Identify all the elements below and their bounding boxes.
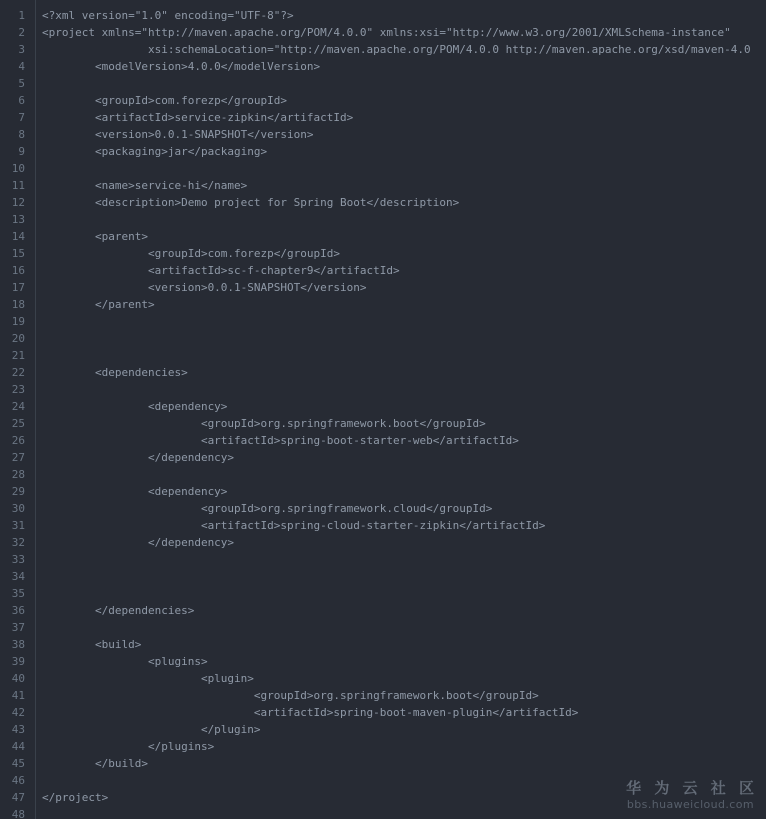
line-number: 5 (18, 77, 25, 90)
code-line[interactable] (0, 534, 766, 551)
code-line[interactable] (0, 483, 766, 500)
code-line[interactable] (0, 687, 766, 704)
code-line[interactable] (0, 58, 766, 75)
code-line[interactable] (0, 92, 766, 109)
code-text (30, 160, 766, 177)
line-number: 1 (18, 9, 25, 22)
code-line[interactable] (0, 398, 766, 415)
code-line[interactable] (0, 636, 766, 653)
code-text: <groupId>com.forezp</groupId> (42, 94, 288, 107)
code-text: <packaging>jar</packaging> (42, 145, 268, 158)
line-number: 34 (11, 570, 25, 583)
code-line[interactable] (0, 415, 766, 432)
code-line[interactable] (0, 347, 766, 364)
line-number: 22 (11, 366, 25, 379)
code-line[interactable] (0, 41, 766, 58)
code-line[interactable] (0, 738, 766, 755)
line-number: 24 (11, 400, 25, 413)
code-text: xsi:schemaLocation="http://maven.apache.org/POM/4.0.0 http://maven.apache.org/xsd/maven-4.0 (42, 43, 751, 56)
code-text: </dependency> (42, 451, 235, 464)
watermark (626, 779, 758, 812)
code-text (30, 381, 766, 398)
line-number: 14 (11, 230, 25, 243)
code-line[interactable] (0, 364, 766, 381)
line-number: 29 (11, 485, 25, 498)
code-line[interactable] (0, 313, 766, 330)
code-line[interactable] (0, 653, 766, 670)
code-line[interactable] (0, 160, 766, 177)
code-text (30, 551, 766, 568)
code-line[interactable] (0, 670, 766, 687)
code-line[interactable] (0, 551, 766, 568)
watermark-url: bbs.huaweicloud.com (626, 798, 754, 811)
line-number: 12 (11, 196, 25, 209)
line-number: 18 (11, 298, 25, 311)
code-text: </plugin> (42, 723, 261, 736)
code-text: <groupId>com.forezp</groupId> (42, 247, 341, 260)
line-number: 21 (11, 349, 25, 362)
line-number: 45 (11, 757, 25, 770)
code-text: <build> (42, 638, 142, 651)
code-line[interactable] (0, 381, 766, 398)
line-number: 39 (11, 655, 25, 668)
code-text (30, 211, 766, 228)
line-number: 23 (11, 383, 25, 396)
line-number: 37 (11, 621, 25, 634)
line-number: 13 (11, 213, 25, 226)
line-number: 28 (11, 468, 25, 481)
line-number: 2 (18, 26, 25, 39)
line-number: 32 (11, 536, 25, 549)
code-text: <artifactId>sc-f-chapter9</artifactId> (42, 264, 400, 277)
code-text: <groupId>org.springframework.boot</groupId> (42, 689, 539, 702)
code-line[interactable] (0, 585, 766, 602)
watermark-title: 华 为 云 社 区 (626, 779, 758, 797)
code-lines (0, 7, 766, 819)
code-text: <artifactId>service-zipkin</artifactId> (42, 111, 354, 124)
line-number: 43 (11, 723, 25, 736)
code-text: </plugins> (42, 740, 215, 753)
code-line[interactable] (0, 262, 766, 279)
line-number: 16 (11, 264, 25, 277)
line-number: 38 (11, 638, 25, 651)
code-line[interactable] (0, 245, 766, 262)
line-number: 47 (11, 791, 25, 804)
code-text: <modelVersion>4.0.0</modelVersion> (42, 60, 321, 73)
code-text: <name>service-hi</name> (42, 179, 248, 192)
code-text: <dependency> (42, 485, 228, 498)
code-line[interactable] (0, 568, 766, 585)
code-text: <plugin> (42, 672, 254, 685)
code-text: <?xml version="1.0" encoding="UTF-8"?> (42, 9, 294, 22)
code-text: <dependency> (42, 400, 228, 413)
code-line[interactable] (0, 755, 766, 772)
line-number: 35 (11, 587, 25, 600)
code-line[interactable] (0, 449, 766, 466)
code-line[interactable] (0, 228, 766, 245)
code-line[interactable] (0, 721, 766, 738)
code-text (30, 75, 766, 92)
line-number: 9 (18, 145, 25, 158)
line-number: 15 (11, 247, 25, 260)
code-line[interactable] (0, 109, 766, 126)
code-text (30, 330, 766, 347)
code-line[interactable] (0, 466, 766, 483)
code-text: <version>0.0.1-SNAPSHOT</version> (42, 281, 367, 294)
code-text: <artifactId>spring-boot-maven-plugin</artifactId> (42, 706, 579, 719)
code-text: <groupId>org.springframework.cloud</groupId> (42, 502, 493, 515)
code-line[interactable] (0, 126, 766, 143)
code-text (30, 347, 766, 364)
line-number: 20 (11, 332, 25, 345)
code-line[interactable] (0, 75, 766, 92)
line-number: 11 (11, 179, 25, 192)
code-text: </build> (42, 757, 148, 770)
line-number: 48 (11, 808, 25, 819)
line-number: 7 (18, 111, 25, 124)
line-number: 27 (11, 451, 25, 464)
code-text: <artifactId>spring-boot-starter-web</artifactId> (42, 434, 519, 447)
code-line[interactable] (0, 296, 766, 313)
code-text (30, 313, 766, 330)
code-text: </dependency> (42, 536, 235, 549)
code-line[interactable] (0, 143, 766, 160)
code-line[interactable] (0, 7, 766, 24)
code-line[interactable] (0, 619, 766, 636)
line-number: 33 (11, 553, 25, 566)
code-text: </parent> (42, 298, 155, 311)
code-line[interactable] (0, 211, 766, 228)
line-number: 25 (11, 417, 25, 430)
code-line[interactable] (0, 500, 766, 517)
code-text: </project> (42, 791, 109, 804)
line-number: 6 (18, 94, 25, 107)
line-number: 36 (11, 604, 25, 617)
code-line[interactable] (0, 432, 766, 449)
code-text (30, 619, 766, 636)
line-number: 41 (11, 689, 25, 702)
code-text (30, 585, 766, 602)
line-number: 8 (18, 128, 25, 141)
code-line[interactable] (0, 24, 766, 41)
line-number: 40 (11, 672, 25, 685)
code-text: </dependencies> (42, 604, 195, 617)
code-line[interactable] (0, 704, 766, 721)
line-number: 44 (11, 740, 25, 753)
line-number: 46 (11, 774, 25, 787)
line-number: 10 (11, 162, 25, 175)
code-text: <dependencies> (42, 366, 188, 379)
code-text: <artifactId>spring-cloud-starter-zipkin</artifactId> (42, 519, 546, 532)
code-text: <groupId>org.springframework.boot</groupId> (42, 417, 486, 430)
code-line[interactable] (0, 177, 766, 194)
line-number: 17 (11, 281, 25, 294)
code-text (30, 568, 766, 585)
line-number: 19 (11, 315, 25, 328)
code-text: <parent> (42, 230, 148, 243)
code-line[interactable] (0, 517, 766, 534)
code-text: <plugins> (42, 655, 208, 668)
code-text (30, 466, 766, 483)
code-text: <version>0.0.1-SNAPSHOT</version> (42, 128, 314, 141)
line-number: 3 (18, 43, 25, 56)
code-line[interactable] (0, 602, 766, 619)
code-line[interactable] (0, 330, 766, 347)
code-text: <description>Demo project for Spring Boot</description> (42, 196, 460, 209)
line-number: 26 (11, 434, 25, 447)
line-number: 4 (18, 60, 25, 73)
code-line[interactable] (0, 194, 766, 211)
line-number: 30 (11, 502, 25, 515)
code-line[interactable] (0, 279, 766, 296)
line-number: 31 (11, 519, 25, 532)
line-number: 42 (11, 706, 25, 719)
code-text: <project xmlns="http://maven.apache.org/POM/4.0.0" xmlns:xsi="http://www.w3.org/2001/XMLSchema-instance" (42, 26, 731, 39)
